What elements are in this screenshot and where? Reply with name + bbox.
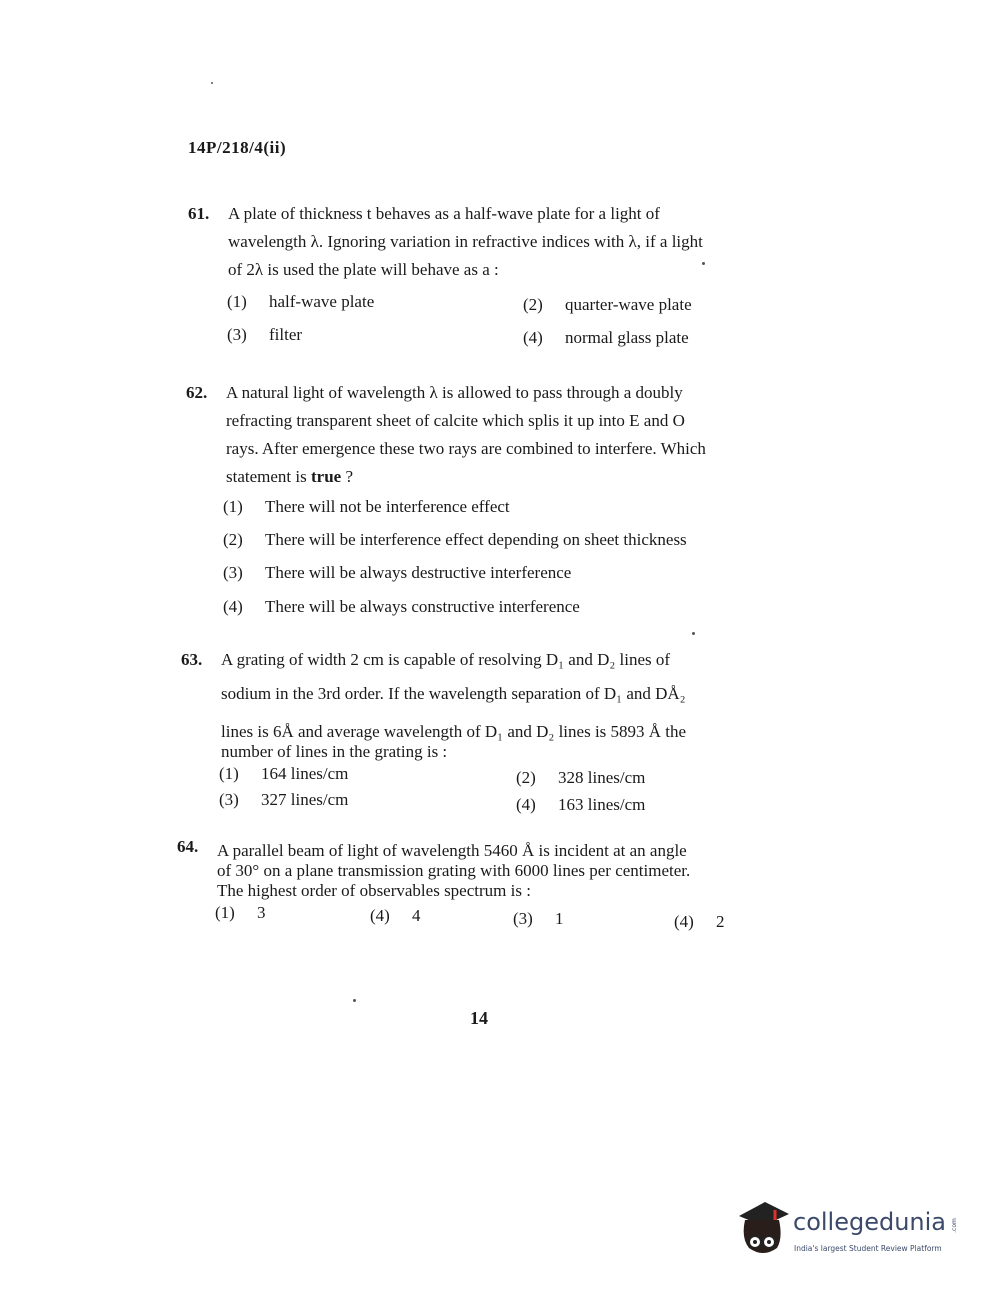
option-text: There will not be interference effect	[265, 497, 510, 516]
question-number: 62.	[186, 383, 208, 402]
logo-suffix: .com	[950, 1218, 958, 1233]
option-text: filter	[269, 325, 303, 344]
question-number: 63.	[181, 650, 203, 669]
option-number: (4)	[516, 795, 536, 814]
question-line: refracting transparent sheet of calcite which splis it up into E and O	[226, 411, 685, 430]
mascot-icon	[735, 1198, 791, 1260]
question-line: rays. After emergence these two rays are combined to interfere. Which	[226, 439, 706, 458]
question-63	[181, 646, 831, 766]
option-text: There will be interference effect depending on sheet thickness	[265, 530, 687, 549]
collegedunia-logo[interactable]	[735, 1196, 960, 1266]
option[interactable]	[219, 790, 348, 810]
question-line: of 2λ is used the plate will behave as a :	[228, 260, 499, 279]
question-line: wavelength λ. Ignoring variation in refractive indices with λ, if a light	[228, 232, 703, 251]
option[interactable]	[223, 497, 510, 517]
question-64	[177, 836, 827, 906]
option[interactable]	[523, 328, 689, 348]
option-number: (1)	[227, 292, 247, 311]
option[interactable]	[223, 530, 687, 550]
option-number: (4)	[523, 328, 543, 347]
option-number: (1)	[215, 903, 235, 922]
question-line: lines is 6Å and average wavelength of D₁ and D₂ lines is 5893 Å the	[221, 722, 687, 741]
option[interactable]	[516, 768, 645, 788]
option-text: quarter-wave plate	[565, 295, 692, 314]
option-text: 328 lines/cm	[558, 768, 646, 787]
question-line: of 30° on a plane transmission grating with 6000 lines per centimeter.	[217, 861, 691, 880]
option[interactable]	[513, 909, 564, 929]
scan-speck	[211, 82, 213, 84]
logo-wordmark: collegedunia	[793, 1208, 947, 1236]
question-number: 61.	[188, 204, 210, 223]
option-text: 327 lines/cm	[261, 790, 349, 809]
option-text: 4	[412, 906, 421, 925]
option-number: (3)	[219, 790, 239, 809]
scan-speck	[353, 999, 356, 1002]
option-text: 164 lines/cm	[261, 764, 349, 783]
option[interactable]	[223, 597, 580, 617]
option[interactable]	[227, 325, 302, 345]
option[interactable]	[227, 292, 374, 312]
question-line: statement is true ?	[226, 467, 353, 486]
option-text: There will be always constructive interference	[265, 597, 580, 616]
question-line: A parallel beam of light of wavelength 5460 Å is incident at an angle	[217, 841, 687, 860]
option-text: normal glass plate	[565, 328, 689, 347]
option[interactable]	[674, 912, 725, 932]
option[interactable]	[219, 764, 348, 784]
option-text: half-wave plate	[269, 292, 375, 311]
scan-speck	[692, 632, 695, 635]
option-text: 163 lines/cm	[558, 795, 646, 814]
question-62	[186, 379, 826, 494]
question-line: sodium in the 3rd order. If the wavelength separation of D₁ and DÅ₂	[221, 684, 686, 703]
option-text: 3	[257, 903, 266, 922]
emphasis-true: true	[310, 467, 342, 486]
question-number: 64.	[177, 837, 199, 856]
option[interactable]	[516, 795, 645, 815]
logo-tagline: India's largest Student Review Platform	[794, 1244, 942, 1253]
option-number: (3)	[223, 563, 243, 582]
question-line: The highest order of observables spectrum is :	[217, 881, 531, 900]
option-number: (1)	[219, 764, 239, 783]
option-number: (2)	[523, 295, 543, 314]
option-number: (4)	[223, 597, 243, 616]
option-number: (3)	[227, 325, 247, 344]
option-text: There will be always destructive interference	[265, 563, 572, 582]
question-line: number of lines in the grating is :	[221, 742, 448, 761]
question-line: A grating of width 2 cm is capable of resolving D₁ and D₂ lines of	[221, 650, 671, 669]
option-number: (2)	[516, 768, 536, 787]
option[interactable]	[215, 903, 266, 923]
page-number: 14	[470, 1008, 488, 1028]
option-number: (4)	[370, 906, 390, 925]
paper-code: 14P/218/4(ii)	[188, 138, 287, 157]
option-number: (2)	[223, 530, 243, 549]
question-61	[188, 200, 828, 290]
option[interactable]	[523, 295, 692, 315]
option-number: (1)	[223, 497, 243, 516]
option-text: 2	[716, 912, 725, 931]
question-line: A plate of thickness t behaves as a half-wave plate for a light of	[228, 204, 660, 223]
question-line: A natural light of wavelength λ is allowed to pass through a doubly	[226, 383, 683, 402]
scan-speck	[702, 262, 705, 265]
option[interactable]	[223, 563, 571, 583]
option-text: 1	[555, 909, 564, 928]
option-number: (3)	[513, 909, 533, 928]
option[interactable]	[370, 906, 421, 926]
option-number: (4)	[674, 912, 694, 931]
